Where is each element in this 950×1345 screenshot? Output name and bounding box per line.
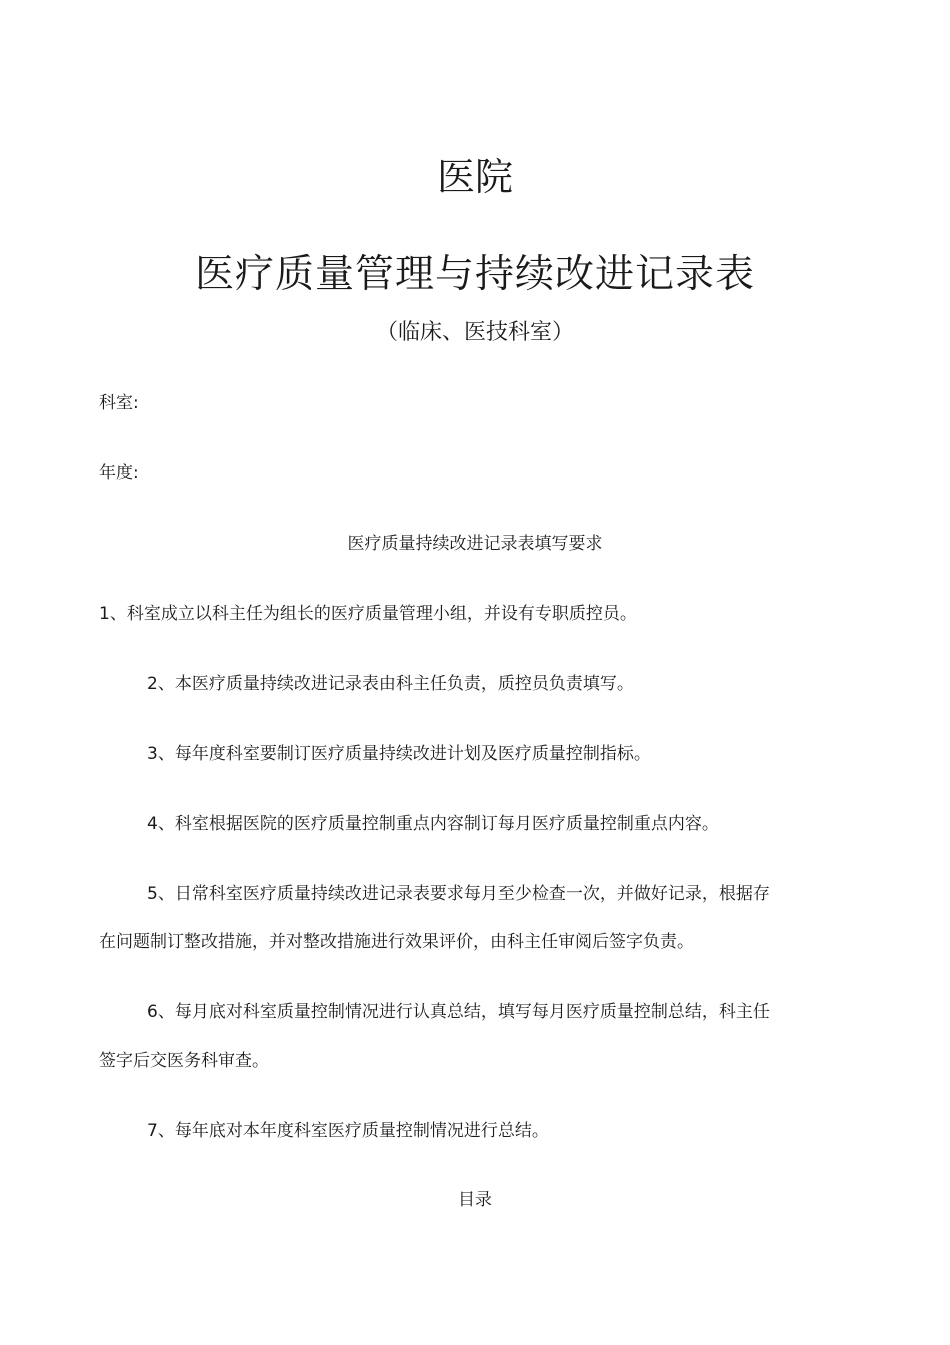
requirement-item-6-line-1: 6、每月底对科室质量控制情况进行认真总结，填写每月医疗质量控制总结，科主任 [147,1002,770,1022]
requirement-item-4: 4、科室根据医院的医疗质量控制重点内容制订每月医疗质量控制重点内容。 [147,814,719,834]
toc-heading: 目录 [458,1190,492,1210]
page-title: 医疗质量管理与持续改进记录表 [194,252,755,297]
department-label: 科室: [99,393,139,413]
requirement-item-6-line-2: 签字后交医务科审查。 [99,1051,269,1071]
hospital-name: 医院 [436,155,513,199]
requirements-heading: 医疗质量持续改进记录表填写要求 [347,534,603,554]
requirement-item-2: 2、本医疗质量持续改进记录表由科主任负责，质控员负责填写。 [147,674,634,694]
requirement-item-1: 1、科室成立以科主任为组长的医疗质量管理小组，并设有专职质控员。 [99,604,637,624]
requirement-item-5-line-1: 5、日常科室医疗质量持续改进记录表要求每月至少检查一次，并做好记录，根据存 [147,884,770,904]
requirement-item-5-line-2: 在问题制订整改措施，并对整改措施进行效果评价，由科主任审阅后签字负责。 [99,932,694,952]
requirement-item-7: 7、每年底对本年度科室医疗质量控制情况进行总结。 [147,1121,549,1141]
page-subtitle: （临床、医技科室） [375,320,574,345]
requirement-item-3: 3、每年度科室要制订医疗质量持续改进计划及医疗质量控制指标。 [147,744,651,764]
year-label: 年度: [99,463,139,483]
